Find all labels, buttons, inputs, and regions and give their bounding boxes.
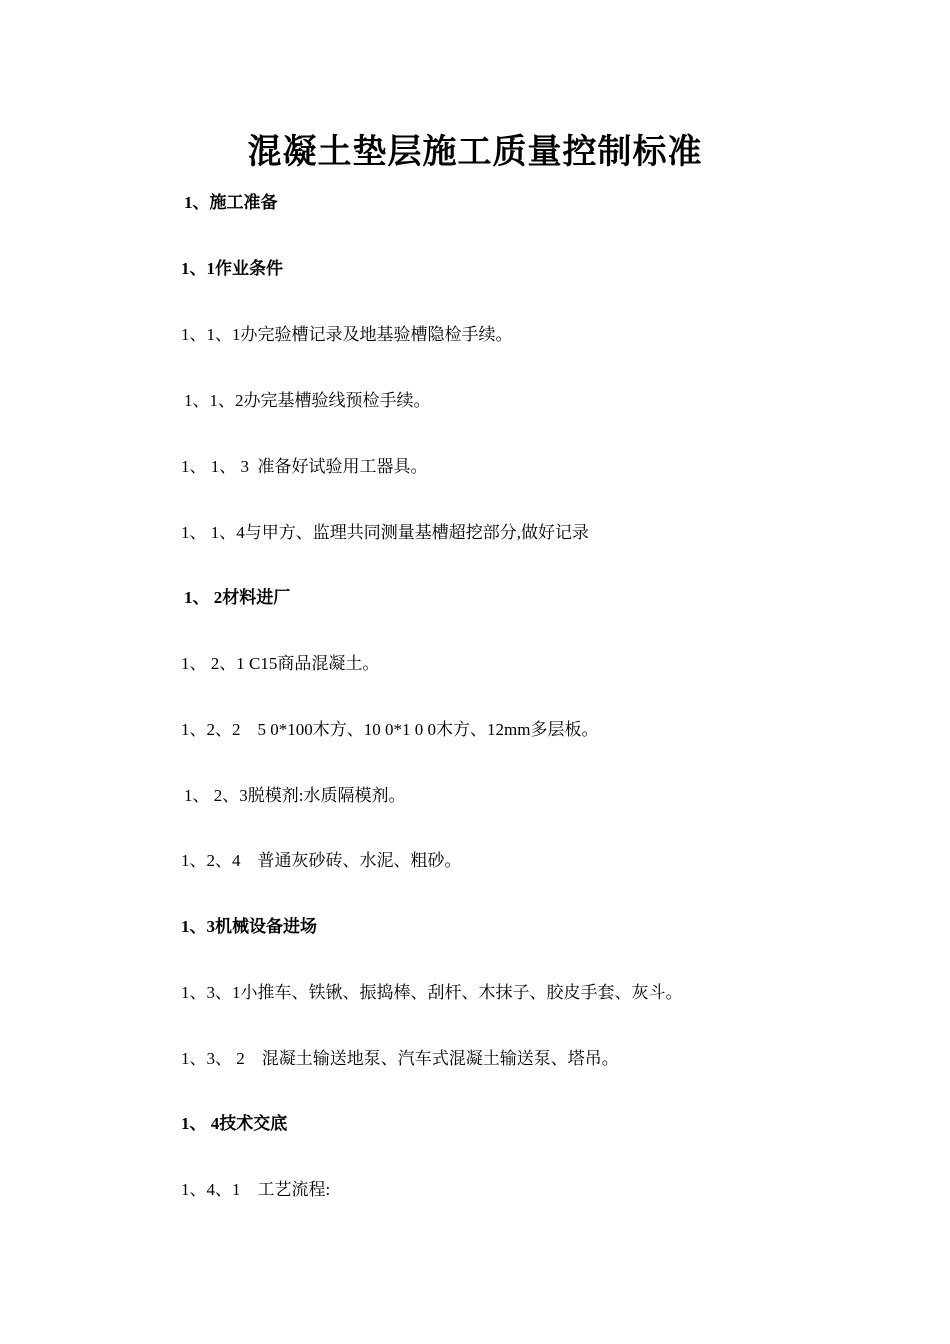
list-item: 1、2、4 普通灰砂砖、水泥、粗砂。 — [181, 851, 462, 870]
subsection-heading: 1、3机械设备进场 — [181, 917, 317, 936]
list-item: 1、3、 2 混凝土输送地泵、汽车式混凝土输送泵、塔吊。 — [181, 1049, 619, 1068]
list-item: 1、 1、4与甲方、监理共同测量基槽超挖部分,做好记录 — [181, 523, 589, 542]
list-item: 1、 2、1 C15商品混凝土。 — [181, 654, 380, 673]
subsection-heading: 1、 2材料进厂 — [184, 588, 291, 607]
list-item: 1、1、1办完验槽记录及地基验槽隐检手续。 — [181, 325, 513, 344]
list-item: 1、3、1小推车、铁锹、振捣棒、刮杆、木抹子、胶皮手套、灰斗。 — [181, 983, 683, 1002]
list-item: 1、2、2 5 0*100木方、10 0*1 0 0木方、12mm多层板。 — [181, 720, 599, 739]
subsection-heading: 1、 4技术交底 — [181, 1114, 288, 1133]
list-item: 1、 2、3脱模剂:水质隔模剂。 — [184, 786, 406, 805]
subsection-heading: 1、1作业条件 — [181, 259, 283, 278]
list-item: 1、4、1 工艺流程: — [181, 1180, 331, 1199]
section-heading: 1、施工准备 — [184, 193, 278, 212]
document-title: 混凝土垫层施工质量控制标准 — [247, 132, 703, 172]
list-item: 1、 1、 3 准备好试验用工器具。 — [181, 457, 428, 476]
list-item: 1、1、2办完基槽验线预检手续。 — [184, 391, 431, 410]
